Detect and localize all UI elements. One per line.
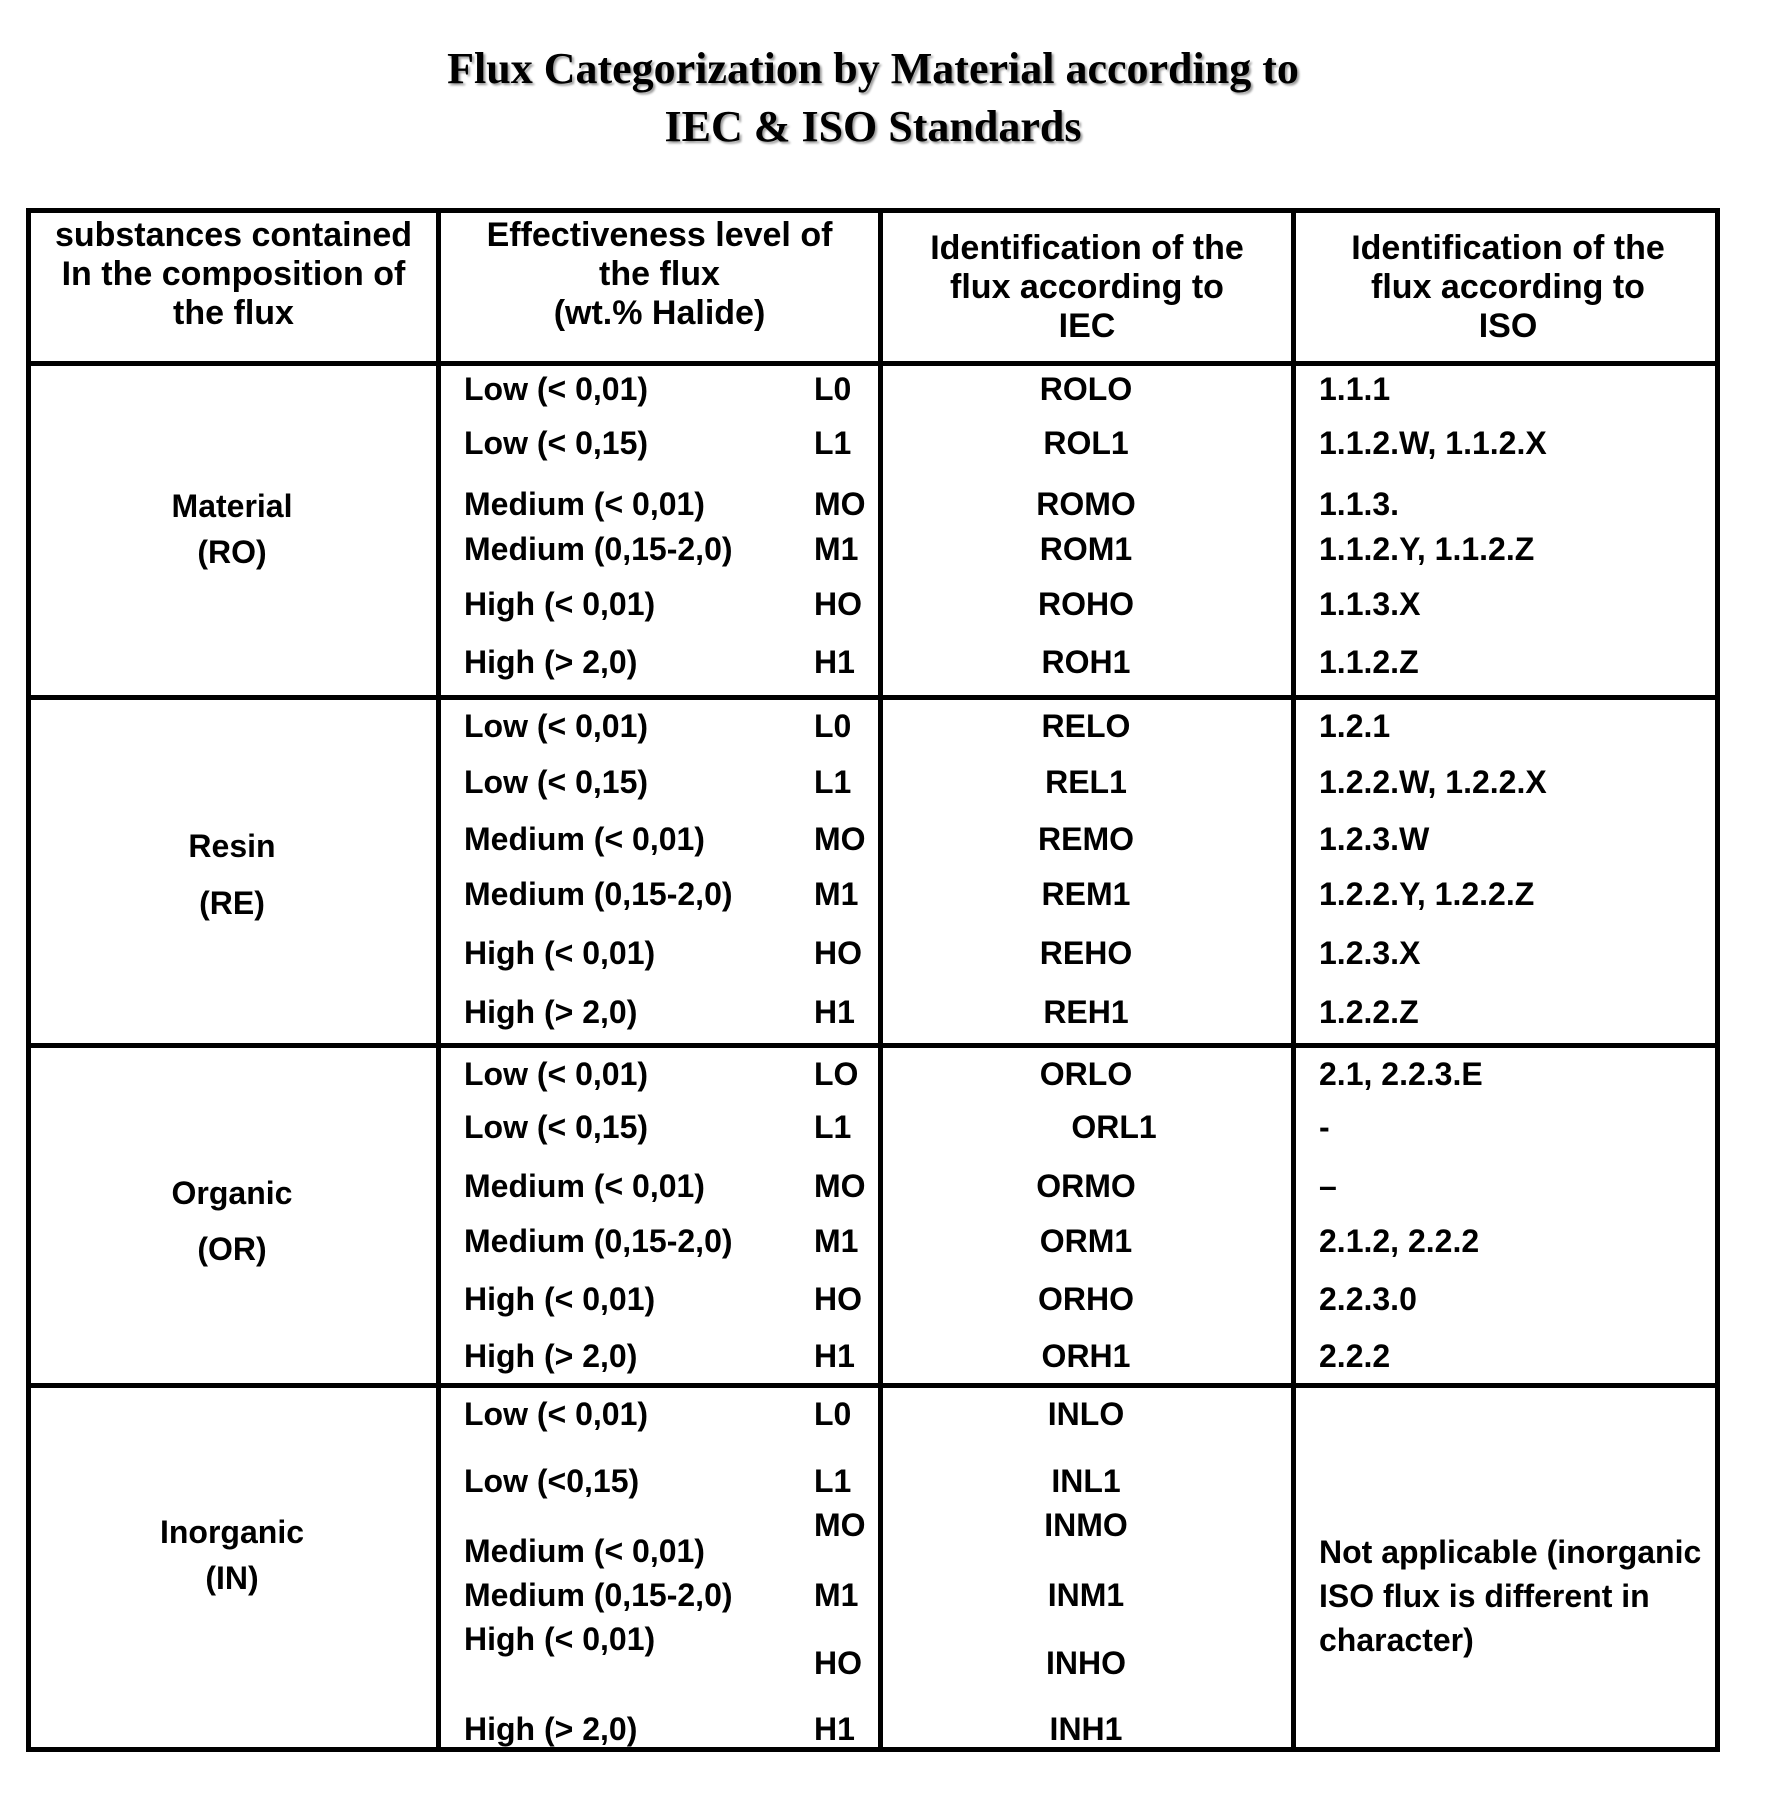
iso-code: 1.2.1 xyxy=(1319,708,1391,744)
iec-code: REH1 xyxy=(1043,994,1129,1030)
level-cell: Medium (0,15-2,0) xyxy=(464,876,733,912)
level-cell: High (< 0,01) xyxy=(464,1621,656,1657)
iso-code: 1.2.2.Z xyxy=(1319,994,1419,1030)
header-iec: Identification of the flux according to IEC xyxy=(930,229,1244,345)
iso-code: 1.2.3.W xyxy=(1319,821,1430,857)
iec-code: INM1 xyxy=(1047,1577,1125,1613)
row-divider xyxy=(31,1043,1715,1048)
level-code: HO xyxy=(814,1281,862,1317)
iso-code: 1.1.2.Y, 1.1.2.Z xyxy=(1319,531,1535,567)
level-code: M1 xyxy=(814,876,859,912)
level-code: MO xyxy=(814,1507,866,1543)
iec-code: ROHO xyxy=(1038,586,1134,622)
flux-table xyxy=(26,208,1720,1752)
iso-code: 1.2.2.Y, 1.2.2.Z xyxy=(1319,876,1535,912)
level-cell: Medium (0,15-2,0) xyxy=(464,531,733,567)
level-cell: High (< 0,01) xyxy=(464,935,656,971)
iso-code: 1.2.3.X xyxy=(1319,935,1421,971)
iso-code: 1.1.2.Z xyxy=(1319,644,1419,680)
iec-code: REHO xyxy=(1039,935,1133,971)
level-code: HO xyxy=(814,586,862,622)
material-group-in: Inorganic (IN) xyxy=(159,1514,304,1596)
level-cell: High (> 2,0) xyxy=(464,1338,638,1374)
level-cell: High (< 0,01) xyxy=(464,586,656,622)
iec-code: INH1 xyxy=(1049,1711,1123,1747)
iec-code: ROMO xyxy=(1036,486,1136,522)
level-code: MO xyxy=(814,486,866,522)
level-cell: Medium (0,15-2,0) xyxy=(464,1577,733,1613)
level-cell: Low (< 0,15) xyxy=(464,764,649,800)
level-code: L1 xyxy=(814,764,852,800)
level-cell: Low (<0,15) xyxy=(464,1463,640,1499)
iec-code: RELO xyxy=(1041,708,1131,744)
iso-code: 1.2.2.W, 1.2.2.X xyxy=(1319,764,1547,800)
iec-code: ORHO xyxy=(1038,1281,1134,1317)
iec-code: INL1 xyxy=(1051,1463,1121,1499)
iso-code: 1.1.3.X xyxy=(1319,586,1421,622)
level-code: LO xyxy=(814,1056,859,1092)
header-substances: substances contained In the composition of the flux xyxy=(54,216,413,332)
level-code: M1 xyxy=(814,1577,859,1613)
iso-code: 2.2.2 xyxy=(1319,1338,1391,1374)
iso-code: 1.1.2.W, 1.1.2.X xyxy=(1319,425,1547,461)
header-iso: Identification of the flux according to ISO xyxy=(1351,229,1665,345)
level-cell: Low (< 0,01) xyxy=(464,1396,649,1432)
iec-code: ROL1 xyxy=(1043,425,1129,461)
material-group-ro: Material (RO) xyxy=(171,488,293,570)
row-divider xyxy=(31,1383,1715,1388)
iec-code: INHO xyxy=(1046,1645,1126,1681)
level-code: H1 xyxy=(814,1338,855,1374)
level-cell: High (< 0,01) xyxy=(464,1281,656,1317)
page-title xyxy=(0,40,1746,156)
level-code: L1 xyxy=(814,1109,852,1145)
level-code: H1 xyxy=(814,1711,855,1747)
level-code: H1 xyxy=(814,644,855,680)
material-group-or: Organic (OR) xyxy=(171,1175,293,1267)
level-code: MO xyxy=(814,1168,866,1204)
row-divider xyxy=(31,695,1715,700)
level-cell: High (> 2,0) xyxy=(464,994,638,1030)
level-cell: Medium (< 0,01) xyxy=(464,821,705,857)
level-code: M1 xyxy=(814,1223,859,1259)
level-code: H1 xyxy=(814,994,855,1030)
iso-code: 2.2.3.0 xyxy=(1319,1281,1417,1317)
iec-code: ROH1 xyxy=(1041,644,1131,680)
level-cell: Medium (< 0,01) xyxy=(464,486,705,522)
level-cell: High (> 2,0) xyxy=(464,644,638,680)
iec-code: REMO xyxy=(1038,821,1134,857)
level-cell: Low (< 0,15) xyxy=(464,425,649,461)
iec-code: INLO xyxy=(1047,1396,1125,1432)
iso-code: 2.1.2, 2.2.2 xyxy=(1319,1223,1480,1259)
header-effectiveness: Effectiveness level of the flux (wt.% Halide) xyxy=(486,216,833,332)
row-divider xyxy=(31,361,1715,366)
title-line-1: Flux Categorization by Material according to xyxy=(447,44,1299,93)
iso-code: - xyxy=(1319,1109,1330,1145)
level-code: L0 xyxy=(814,708,852,744)
iso-code: 1.1.1 xyxy=(1319,371,1391,407)
level-cell: Low (< 0,15) xyxy=(464,1109,649,1145)
iec-code: ORH1 xyxy=(1041,1338,1131,1374)
level-code: M1 xyxy=(814,531,859,567)
column-divider xyxy=(1291,213,1296,1747)
iec-code: ORL1 xyxy=(1071,1109,1157,1145)
iec-code: ORM1 xyxy=(1039,1223,1133,1259)
iec-code: REM1 xyxy=(1041,876,1131,912)
level-code: L1 xyxy=(814,425,852,461)
level-code: HO xyxy=(814,1645,862,1681)
iso-code: 2.1, 2.2.3.E xyxy=(1319,1056,1483,1092)
iec-code: INMO xyxy=(1044,1507,1128,1543)
level-cell: Low (< 0,01) xyxy=(464,1056,649,1092)
iec-code: ORLO xyxy=(1039,1056,1133,1092)
level-cell: Low (< 0,01) xyxy=(464,708,649,744)
level-code: L1 xyxy=(814,1463,852,1499)
level-cell: Medium (< 0,01) xyxy=(464,1168,705,1204)
iso-not-applicable-note: Not applicable (inorganic ISO flux is different in character) xyxy=(1319,1534,1702,1658)
level-cell: Low (< 0,01) xyxy=(464,371,649,407)
level-code: MO xyxy=(814,821,866,857)
level-code: HO xyxy=(814,935,862,971)
level-cell: Medium (0,15-2,0) xyxy=(464,1223,733,1259)
material-group-re: Resin (RE) xyxy=(188,828,276,921)
column-divider xyxy=(436,213,441,1747)
title-line-2: IEC & ISO Standards xyxy=(664,102,1082,151)
iso-code: – xyxy=(1319,1168,1337,1204)
level-code: L0 xyxy=(814,1396,852,1432)
iec-code: REL1 xyxy=(1045,764,1127,800)
iec-code: ROLO xyxy=(1039,371,1133,407)
level-cell: High (> 2,0) xyxy=(464,1711,638,1747)
level-code: L0 xyxy=(814,371,852,407)
iso-code: 1.1.3. xyxy=(1319,486,1400,522)
iec-code: ROM1 xyxy=(1039,531,1133,567)
iec-code: ORMO xyxy=(1036,1168,1136,1204)
level-cell: Medium (< 0,01) xyxy=(464,1533,705,1569)
